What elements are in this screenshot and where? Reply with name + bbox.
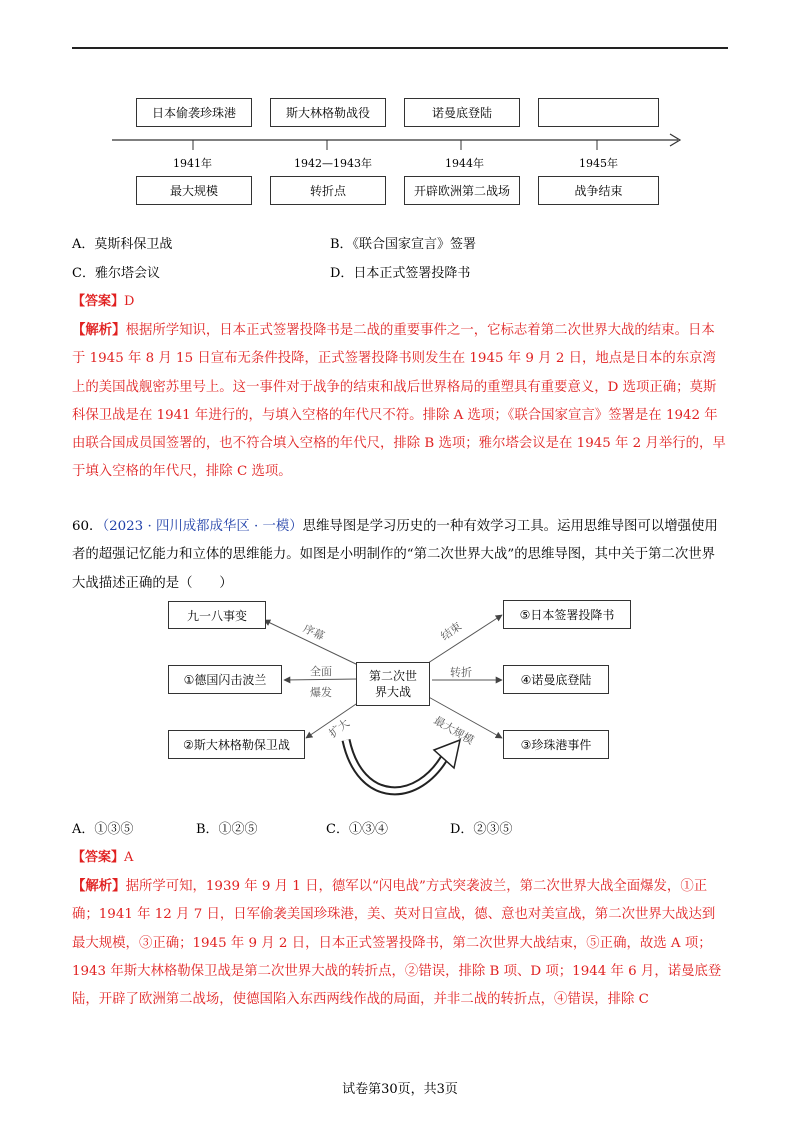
mindmap-label: 全面 bbox=[310, 665, 332, 678]
question-text: 思维导图是学习历史的一种有效学习工具。运用思维导图可以增强使用者的超强记忆能力和立体的思维能力。如图是小明制作的“第二次世界大战”的思维导图，其中关于第二次世界大战描述正确的是（ ） bbox=[72, 519, 718, 591]
q60-option-a: A．①③⑤ bbox=[72, 822, 134, 837]
timeline-bottom-box: 战争结束 bbox=[538, 176, 659, 205]
mindmap-label: 爆发 bbox=[310, 686, 332, 699]
analysis-text: 据所学可知，1939 年 9 月 1 日，德军以“闪电战”方式突袭波兰，第二次世界大战全面爆发，①正确；1941 年 12 月 7 日，日军偷袭美国珍珠港，美、英对日宣战，德、意也对美宣战，第二次世界大战达到最大规模，③正确；1945 年 9 月 2 日，日本正式签署投降书，第二次世界大战结束，⑤正确，故选 A 项；1943 年斯大林格勒保卫战是第二次世界大战的转折点，②错误，排除 B 项、D 项；1944 年 6 月，诺曼底登陆，开辟了欧洲第二战场，使德国陷入东西两线作战的局面，并非二战的转折点，④错误，排除 C bbox=[72, 879, 722, 1008]
q59-option-d: D．日本正式签署投降书 bbox=[330, 266, 471, 281]
mindmap-right-box: ⑤日本签署投降书 bbox=[503, 600, 631, 629]
q60-option-b: B．①②⑤ bbox=[196, 822, 258, 837]
mindmap-label: 序幕 bbox=[301, 621, 327, 643]
q59-option-b: B．《联合国家宣言》签署 bbox=[330, 237, 477, 252]
answer-tag: 【答案】 bbox=[72, 850, 125, 865]
center-line: 界大战 bbox=[374, 685, 411, 699]
timeline-year: 1945年 bbox=[579, 157, 618, 170]
analysis-tag: 【解析】 bbox=[72, 322, 126, 338]
analysis-text: 根据所学知识，日本正式签署投降书是二战的重要事件之一，它标志着第二次世界大战的结束。日本于 1945 年 8 月 15 日宣布无条件投降，正式签署投降书则发生在 1945 年 9 月 2 日，地点是日本的东京湾上的美国战舰密苏里号上。这一事件对于战争的结束和战后世界格局的重塑具有重要意义，D 选项正确；莫斯科保卫战是在 1941 年进行的，与填入空格的年代尺不符。排除 A 选项；《联合国家宣言》签署是在 1942 年由联合国成员国签署的，也不符合填入空格的年代尺，排除 B 选项；雅尔塔会议是在 1945 年 2 月举行的，早于填入空格的年代尺，排除 C 选项。 bbox=[72, 323, 726, 480]
analysis-tag: 【解析】 bbox=[72, 878, 126, 894]
mindmap-left-box: 九一八事变 bbox=[168, 601, 266, 629]
mindmap-label: 扩大 bbox=[326, 716, 352, 741]
q60-option-d: D．②③⑤ bbox=[450, 822, 513, 837]
mindmap-right-box: ④诺曼底登陆 bbox=[503, 665, 609, 694]
mindmap-left-box: ①德国闪击波兰 bbox=[168, 665, 282, 694]
q60-answer bbox=[72, 846, 133, 865]
timeline-top-box: 斯大林格勒战役 bbox=[270, 98, 386, 127]
q60-option-c: C．①③④ bbox=[326, 822, 388, 837]
timeline-bottom-box: 开辟欧洲第二战场 bbox=[404, 176, 520, 205]
timeline-top-box: 诺曼底登陆 bbox=[404, 98, 520, 127]
timeline-axis bbox=[110, 128, 685, 152]
page-footer: 试卷第30页，共3页 bbox=[342, 1082, 458, 1097]
q59-analysis bbox=[72, 316, 728, 487]
q59-option-c: C．雅尔塔会议 bbox=[72, 266, 160, 281]
mindmap-left-box: ②斯大林格勒保卫战 bbox=[168, 730, 305, 759]
timeline-bottom-box: 最大规模 bbox=[136, 176, 252, 205]
question-source: （2023 · 四川成都成华区 · 一模） bbox=[102, 519, 303, 534]
timeline-top-box: 日本偷袭珍珠港 bbox=[136, 98, 252, 127]
timeline-year: 1941年 bbox=[173, 157, 212, 170]
mindmap-right-box: ③珍珠港事件 bbox=[503, 730, 609, 759]
top-rule bbox=[72, 47, 728, 49]
timeline-year: 1944年 bbox=[445, 157, 484, 170]
answer-value: A bbox=[124, 850, 134, 865]
q59-answer bbox=[72, 290, 134, 309]
timeline-year: 1942—1943年 bbox=[294, 157, 372, 170]
center-line: 第二次世 bbox=[368, 669, 417, 683]
timeline-bottom-box: 转折点 bbox=[270, 176, 386, 205]
mindmap-label: 转折 bbox=[450, 666, 472, 679]
mindmap-label: 结束 bbox=[438, 619, 465, 644]
q60-analysis bbox=[72, 872, 728, 1014]
mindmap-center-box bbox=[356, 662, 430, 706]
answer-tag: 【答案】 bbox=[72, 294, 125, 309]
q59-option-a: A．莫斯科保卫战 bbox=[72, 237, 173, 252]
question-number: 60． bbox=[72, 519, 103, 534]
q60-stem bbox=[72, 513, 728, 598]
mindmap-label: 最大规模 bbox=[431, 713, 477, 748]
timeline-blank-box bbox=[538, 98, 659, 127]
answer-value: D bbox=[124, 294, 135, 309]
